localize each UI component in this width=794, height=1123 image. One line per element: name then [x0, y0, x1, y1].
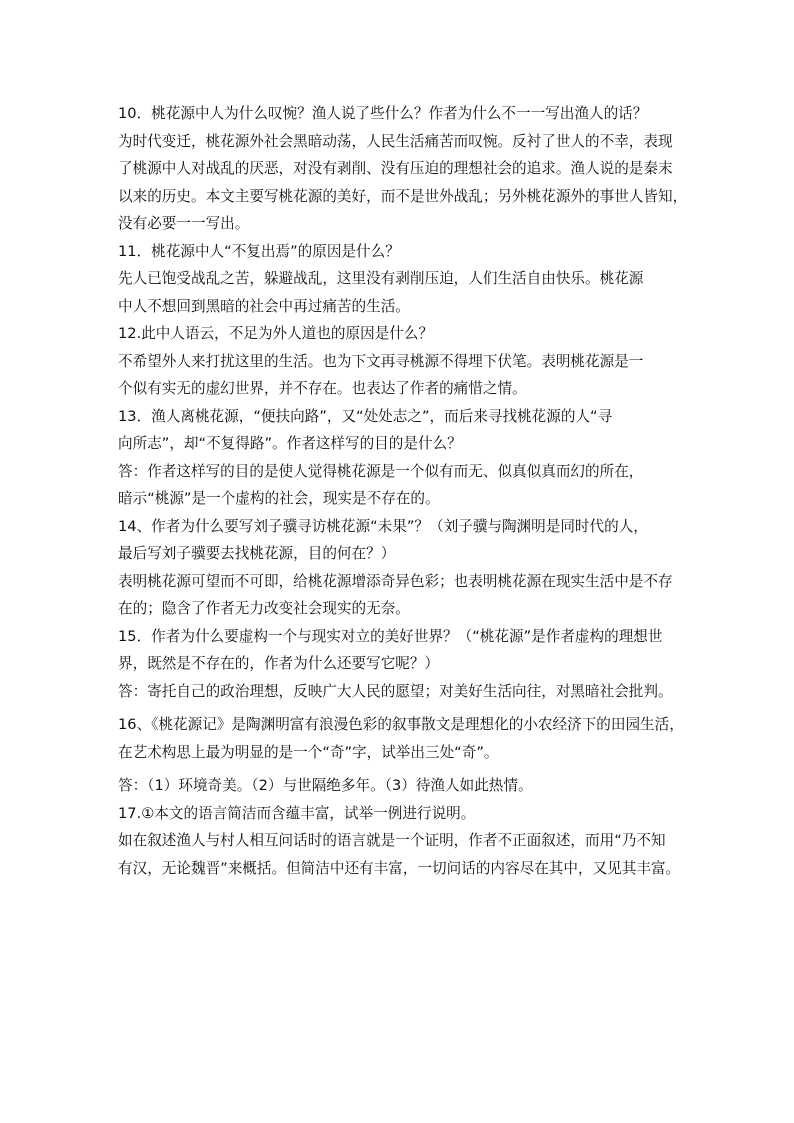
question-block	[118, 711, 684, 766]
answer-line: 答：作者这样写的目的是使人觉得桃花源是一个似有而无、似真似真而幻的所在，	[118, 462, 644, 480]
document-body	[118, 100, 688, 882]
answer-line: 了桃源中人对战乱的厌恶，对没有剥削、没有压迫的理想社会的追求。渔人说的是秦末	[118, 160, 673, 177]
question-line: 11．桃花源中人“不复出焉”的原因是什么？	[118, 242, 400, 260]
answer-line: 暗示“桃源”是一个虚构的社会，现实是不存在的。	[118, 490, 440, 507]
answer-line: 为时代变迁，桃花源外社会黑暗动荡，人民生活痛苦而叹惋。反衬了世人的不幸，表现	[118, 132, 673, 150]
answer-line: 答：寄托自己的政治理想，反映广大人民的愿望；对美好生活向往，对黑暗社会批判。	[118, 682, 673, 700]
answer-line: 个似有实无的虚幻世界，并不存在。也表达了作者的痛惜之情。	[118, 380, 527, 397]
answer-line: 不希望外人来打扰这里的生活。也为下文再寻桃源不得埋下伏笔。表明桃花源是一	[118, 352, 644, 370]
question-block	[118, 403, 678, 458]
answer-block	[118, 458, 678, 513]
question-block	[118, 100, 678, 128]
answer-line: 先人已饱受战乱之苦，躲避战乱，这里没有剥削压迫，人们生活自由快乐。桃花源	[118, 270, 644, 287]
question-line: 界，既然是不存在的，作者为什么还要写它呢？）	[118, 655, 440, 672]
answer-line: 以来的历史。本文主要写桃花源的美好，而不是世外战乱；另外桃花源外的事世人皆知，	[118, 187, 688, 205]
question-block	[118, 513, 678, 568]
answer-block	[118, 568, 678, 623]
answer-line: 表明桃花源可望而不可即，给桃花源增添奇异色彩；也表明桃花源在现实生活中是不存	[118, 572, 673, 590]
question-line: 向所志”，却“不复得路”。作者这样写的目的是什么？	[118, 435, 462, 452]
question-block	[118, 623, 678, 678]
answer-line: 答：（1）环境奇美。（2）与世隔绝多年。（3）待渔人如此热情。	[118, 777, 533, 794]
question-line: 15．作者为什么要虚构一个与现实对立的美好世界？（“桃花源”是作者虚构的理想世	[118, 627, 663, 645]
question-line: 13．渔人离桃花源，“便扶向路”，又“处处志之”，而后来寻找桃花源的人“寻	[118, 407, 613, 425]
question-block	[118, 320, 678, 348]
answer-block	[118, 772, 678, 800]
answer-line: 有汉，无论魏晋”来概括。但简洁中还有丰富，一切问话的内容尽在其中，又见其丰富。	[118, 859, 681, 877]
question-block	[118, 800, 678, 828]
answer-line: 如在叙述渔人与村人相互问话时的语言就是一个证明，作者不正面叙述，而用“乃不知	[118, 832, 666, 849]
question-line: 14、作者为什么要写刘子骥寻访桃花源“未果”？（刘子骥与陶渊明是同时代的人，	[118, 517, 648, 535]
question-line: 17.①本文的语言简洁而含蕴丰富，试举一例进行说明。	[118, 804, 476, 822]
question-line: 在艺术构思上最为明显的是一个“奇”字，试举出三处“奇”。	[118, 743, 499, 761]
answer-line: 在的；隐含了作者无力改变社会现实的无奈。	[118, 600, 410, 617]
answer-block	[118, 348, 678, 403]
question-line: 最后写刘子骥要去找桃花源，目的何在？）	[118, 545, 396, 562]
answer-block	[118, 128, 688, 238]
answer-line: 没有必要一一写出。	[118, 215, 250, 232]
answer-block	[118, 678, 678, 706]
answer-block	[118, 827, 681, 882]
question-line: 12.此中人语云，不足为外人道也的原因是什么？	[118, 325, 434, 342]
question-block	[118, 238, 678, 266]
question-line: 10．桃花源中人为什么叹惋？渔人说了些什么？作者为什么不一一写出渔人的话？	[118, 105, 648, 122]
question-line: 16、《桃花源记》是陶渊明富有浪漫色彩的叙事散文是理想化的小农经济下的田园生活，	[118, 716, 684, 733]
answer-line: 中人不想回到黑暗的社会中再过痛苦的生活。	[118, 297, 410, 315]
answer-block	[118, 265, 678, 320]
